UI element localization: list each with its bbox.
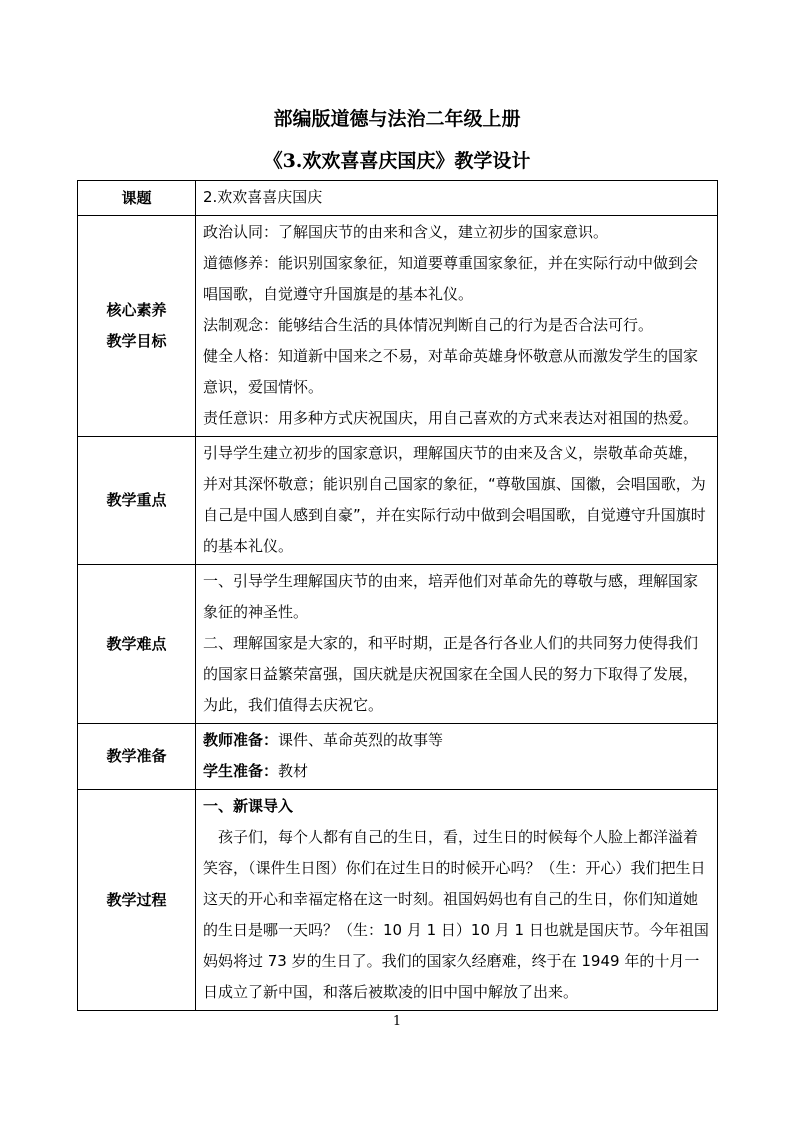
table-row-preparation	[78, 724, 718, 790]
paragraph: 责任意识：用多种方式庆祝国庆，用自己喜欢的方式来表达对祖国的热爱。	[203, 409, 699, 427]
row-label-text: 教学难点	[106, 634, 167, 653]
row-label-text: 教学准备	[106, 747, 167, 765]
table-row-topic	[78, 181, 718, 216]
paragraph: 孩子们，每个人都有自己的生日，看，过生日的时候每个人脸上都洋溢着笑容，（课件生日图）你们在过生日的时候开心吗？（生：开心）我们把生日这天的开心和幸福定格在这一时刻。祖国妈妈也有自己的生日，你们知道她的生日是哪一天吗？（生：10 月 1 日）10 月 1 日也就是国庆节。今年祖国妈妈将过 73 岁的生日了。我们的国家久经磨难，终于在 1949 年的十月一日成立了新中国，和落后被欺凌的旧中国中解放了出来。	[203, 828, 709, 1001]
row-label-text: 教学重点	[106, 491, 167, 509]
prep-label: 教师准备：	[203, 731, 279, 749]
table-row-process	[78, 790, 718, 1011]
row-label	[78, 790, 196, 1011]
prep-item-student	[203, 756, 711, 787]
document-title: 部编版道德与法治二年级上册	[273, 108, 521, 130]
row-label-text: 核心素养	[106, 301, 167, 319]
lesson-plan-table	[77, 180, 718, 1011]
table-row-key-points	[78, 437, 718, 565]
section-heading: 一、新课导入	[203, 797, 294, 815]
paragraph: 道德修养：能识别国家象征，知道要尊重国家象征，并在实际行动中做到会唱国歌，自觉遵守升国旗是的基本礼仪。	[203, 254, 699, 303]
prep-item-teacher	[203, 725, 711, 756]
paragraph: 一、引导学生理解国庆节的由来，培弄他们对革命先的尊敬与感，理解国家象征的神圣性。	[203, 572, 699, 621]
row-content	[196, 724, 718, 790]
paragraph: 2.欢欢喜喜庆国庆	[203, 188, 323, 206]
table-row-objectives	[78, 216, 718, 437]
row-label	[78, 724, 196, 790]
prep-text: 教材	[278, 762, 309, 780]
row-label	[78, 181, 196, 216]
row-content	[196, 790, 718, 1011]
paragraph: 二、理解国家是大家的，和平时期，正是各行各业人们的共同努力使得我们的国家日益繁荣富强，国庆就是庆祝国家在全国人民的努力下取得了发展，为此，我们值得去庆祝它。	[203, 634, 699, 714]
row-content	[196, 565, 718, 724]
prep-text: 课件、革命英烈的故事等	[278, 731, 444, 749]
row-label	[78, 565, 196, 724]
row-content	[196, 437, 718, 565]
paragraph: 政治认同：了解国庆节的由来和含义，建立初步的国家意识。	[203, 223, 609, 241]
row-label-text: 教学目标	[106, 332, 167, 350]
paragraph: 健全人格：知道新中国来之不易，对革命英雄身怀敬意从而激发学生的国家意识，爱国情怀。	[203, 347, 699, 396]
paragraph: 引导学生建立初步的国家意识，理解国庆节的由来及含义，崇敬革命英雄，并对其深怀敬意；能识别自己国家的象征，“尊敬国旗、国徽，会唱国歌，为自己是中国人感到自豪”，并在实际行动中做到会唱国歌，自觉遵守升国旗时的基本礼仪。	[203, 444, 706, 555]
document-subtitle: 《3.欢欢喜喜庆国庆》教学设计	[263, 150, 531, 172]
prep-label: 学生准备：	[203, 762, 279, 780]
row-label-text: 课题	[121, 188, 152, 207]
row-label-text: 教学过程	[106, 890, 167, 909]
row-content	[196, 216, 718, 437]
table-row-difficulties	[78, 565, 718, 724]
row-label	[78, 216, 196, 437]
row-label	[78, 437, 196, 565]
row-content	[196, 181, 718, 216]
paragraph: 法制观念：能够结合生活的具体情况判断自己的行为是否合法可行。	[203, 316, 654, 334]
page-number: 1	[392, 1014, 402, 1029]
